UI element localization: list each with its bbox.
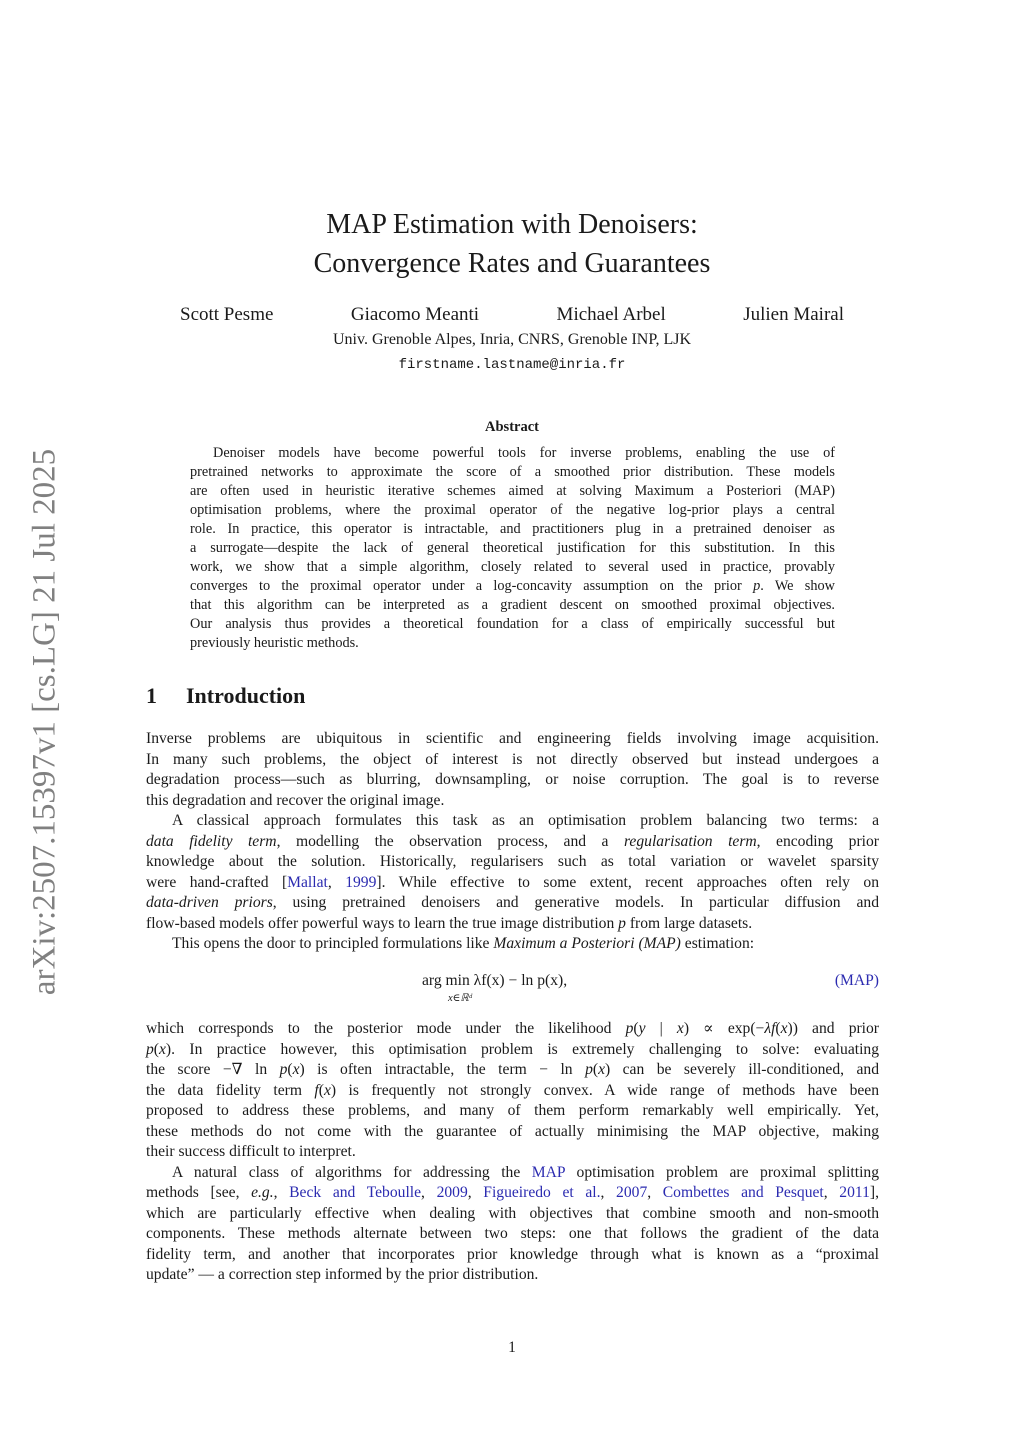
citation-link[interactable]: 2007 [616, 1184, 648, 1201]
text-run: , [467, 1184, 484, 1201]
italic-text: y [638, 1020, 646, 1037]
italic-text: x [780, 1020, 788, 1037]
text-run: which corresponds to the posterior mode under the likelihood [146, 1020, 626, 1037]
text-line [146, 1224, 879, 1245]
abstract-line [190, 501, 835, 520]
text-run: A natural class of algorithms for addressing the [172, 1163, 532, 1181]
text-run: ) is frequently not strongly convex. A wide range of methods have been [330, 1081, 879, 1099]
text-run: ) ∝ exp(− [683, 1020, 765, 1037]
text-run: , modelling the observation process, and a [276, 832, 624, 850]
text-line [146, 1019, 879, 1040]
italic-text: data-driven priors [146, 894, 273, 911]
section-title: Introduction [186, 683, 306, 708]
citation-link[interactable]: 1999 [345, 873, 377, 891]
citation-link[interactable]: 2009 [436, 1184, 468, 1201]
abstract-line [190, 482, 835, 501]
text-line [146, 852, 879, 873]
abstract-body [190, 444, 835, 653]
equation-expression: arg min λf(x) − ln p(x), [422, 972, 568, 989]
text-run: from large datasets. [625, 914, 753, 932]
abstract-line [190, 634, 835, 653]
abstract-line [190, 596, 835, 615]
text-run: the data fidelity term [146, 1081, 315, 1099]
intro-text-block-2 [146, 1019, 879, 1286]
text-line [146, 893, 879, 914]
text-run: which are particularly effective when dealing with objectives that combine smooth and non-smooth [146, 1204, 879, 1222]
author-list [150, 304, 874, 326]
text-line [146, 1183, 879, 1204]
text-run: fidelity term, and another that incorporates prior knowledge through what is known as a “proximal [146, 1245, 879, 1263]
italic-text: x [292, 1061, 300, 1078]
text-run: optimisation problems, where the proximal operator of the negative log-prior plays a central [190, 502, 835, 518]
text-run: ) can be severely ill-conditioned, and [604, 1061, 879, 1078]
text-line [146, 1040, 879, 1061]
citation-link[interactable]: MAP [531, 1163, 566, 1181]
text-line [146, 1142, 879, 1163]
text-run: are often used in heuristic iterative schemes aimed at solving Maximum a Posteriori (MAP) [190, 483, 835, 499]
text-run: . We show [760, 578, 835, 594]
author: Michael Arbel [556, 304, 666, 325]
italic-text: p [618, 914, 626, 932]
text-run: flow-based models offer powerful ways to learn the true image distribution [146, 914, 619, 932]
text-run: A classical approach formulates this task as an optimisation problem balancing two terms: a [172, 812, 879, 829]
text-run: role. In practice, this operator is intractable, and practitioners plug in a pretrained denoiser as [190, 521, 835, 537]
title-line: MAP Estimation with Denoisers: [326, 209, 698, 240]
text-run: ( [153, 1040, 159, 1058]
text-run: a surrogate—despite the lack of general theoretical justification for this substitution. In this [190, 540, 835, 556]
text-line [146, 770, 879, 791]
italic-text: data fidelity term [146, 832, 277, 850]
paper-title [0, 205, 1024, 283]
text-run: optimisation problem are proximal splitting [565, 1163, 879, 1181]
italic-text: p [585, 1061, 593, 1078]
author: Scott Pesme [180, 304, 274, 325]
text-run: | [645, 1020, 677, 1037]
citation-link[interactable]: Beck and Teboulle [289, 1184, 422, 1201]
text-line [146, 914, 879, 935]
text-line [146, 750, 879, 771]
italic-text: e.g. [251, 1184, 274, 1201]
abstract-line [190, 615, 835, 634]
text-run: This opens the door to principled formulations like [172, 935, 494, 952]
intro-text-block-1 [146, 729, 879, 955]
text-line [146, 1060, 879, 1081]
text-run: this degradation and recover the original image. [146, 791, 445, 809]
italic-text: p [146, 1040, 154, 1058]
italic-text: regularisation term [623, 832, 757, 850]
text-run: Inverse problems are ubiquitous in scientific and engineering fields involving image acquisition. [146, 730, 879, 747]
arxiv-identifier: arXiv:2507.15397v1 [cs.LG] 21 Jul 2025 [26, 448, 63, 996]
author: Giacomo Meanti [350, 304, 480, 325]
text-run: , [421, 1184, 437, 1201]
italic-text: x [598, 1061, 605, 1078]
text-line [146, 1163, 879, 1184]
citation-link[interactable]: Figueiredo et al. [483, 1184, 601, 1201]
text-line [146, 1265, 879, 1286]
text-run: ( [318, 1081, 324, 1099]
text-line [146, 1081, 879, 1102]
text-run: pretrained networks to approximate the score of a smoothed prior distribution. These models [190, 464, 835, 480]
text-line [146, 1101, 879, 1122]
text-run: components. These methods alternate between two steps: one that follows the gradient of the data [146, 1225, 879, 1242]
text-line [146, 791, 879, 812]
text-run: knowledge about the solution. Historically, regularisers such as total variation or wavelet sparsity [146, 853, 879, 870]
text-run: proposed to address these problems, and many of them perform remarkably well empirically. Yet, [146, 1102, 879, 1119]
text-run: the score −∇ ln [146, 1061, 280, 1078]
abstract-heading: Abstract [485, 419, 539, 435]
italic-text: p [753, 578, 761, 594]
text-run: , [327, 873, 346, 891]
title-line: Convergence Rates and Guarantees [313, 248, 711, 279]
author: Julien Mairal [743, 304, 844, 325]
text-run: previously heuristic methods. [190, 635, 359, 651]
citation-link[interactable]: 2011 [839, 1184, 870, 1201]
section-heading [146, 683, 305, 709]
italic-text: x [676, 1020, 684, 1037]
text-line [146, 1204, 879, 1225]
email: firstname.lastname@inria.fr [398, 357, 626, 373]
equation-subscript: x∈ℝᵈ [448, 993, 473, 1004]
text-run: these methods do not come with the guarantee of actually minimising the MAP objective, making [146, 1122, 879, 1140]
text-run: , [823, 1184, 840, 1201]
abstract-line [190, 520, 835, 539]
italic-text: p [625, 1020, 634, 1037]
text-run: In many such problems, the object of interest is not directly observed but instead undergoes a [146, 750, 879, 768]
text-line [146, 934, 879, 955]
text-run: were hand-crafted [ [146, 873, 288, 891]
text-run: work, we show that a simple algorithm, closely related to several used in practice, provably [190, 559, 835, 575]
text-run: ( [592, 1061, 599, 1078]
text-run: ) is often intractable, the term − ln [299, 1061, 586, 1078]
map-equation [146, 972, 879, 1012]
italic-text: f [314, 1081, 319, 1099]
text-run: , encoding prior [756, 832, 879, 850]
text-run: , [647, 1184, 663, 1201]
text-run: Our analysis thus provides a theoretical foundation for a class of empirically successful but [190, 616, 835, 632]
text-line [146, 873, 879, 894]
text-line [146, 1122, 879, 1143]
italic-text: p [279, 1061, 288, 1078]
text-run: that this algorithm can be interpreted as a gradient descent on smoothed proximal objectives. [190, 597, 835, 613]
italic-text: λf [764, 1020, 776, 1037]
text-run: ], [869, 1184, 879, 1201]
text-line [146, 1245, 879, 1266]
italic-text: x [323, 1081, 331, 1099]
citation-link[interactable]: Mallat [287, 873, 328, 891]
page-number: 1 [508, 1339, 516, 1356]
text-run: ). In practice however, this optimisation problem is extremely challenging to solve: evaluating [165, 1040, 879, 1058]
citation-link[interactable]: Combettes and Pesquet [662, 1184, 824, 1201]
text-run: ]. While effective to some extent, recent approaches often rely on [376, 873, 880, 891]
text-line [146, 832, 879, 853]
text-run: ( [775, 1020, 781, 1037]
italic-text: Maximum a Posteriori (MAP) [493, 935, 681, 952]
text-run: estimation: [680, 935, 755, 952]
affiliation: Univ. Grenoble Alpes, Inria, CNRS, Grenoble INP, LJK [332, 331, 692, 348]
text-line [146, 729, 879, 750]
text-run: ( [633, 1020, 639, 1037]
text-run: , [600, 1184, 617, 1201]
abstract-line [190, 558, 835, 577]
abstract-line [190, 463, 835, 482]
text-run: converges to the proximal operator under a log-concavity assumption on the prior [190, 578, 754, 594]
italic-text: x [159, 1040, 166, 1058]
abstract-line [190, 577, 835, 596]
abstract-line [190, 444, 835, 463]
abstract-line [190, 539, 835, 558]
section-number: 1 [146, 683, 157, 708]
text-run: their success difficult to interpret. [146, 1143, 356, 1160]
equation-tag-link[interactable]: (MAP) [834, 972, 879, 989]
text-run: methods [see, [146, 1184, 252, 1201]
text-run: update” — a correction step informed by the prior distribution. [146, 1266, 539, 1283]
text-run: ( [287, 1061, 293, 1078]
text-line [146, 811, 879, 832]
text-run: , using pretrained denoisers and generative models. In particular diffusion and [272, 894, 879, 911]
text-run: )) and prior [787, 1020, 880, 1037]
text-run: , [273, 1184, 290, 1201]
text-run: degradation process—such as blurring, downsampling, or noise corruption. The goal is to reverse [146, 771, 879, 788]
text-run: Denoiser models have become powerful tools for inverse problems, enabling the use of [213, 445, 835, 461]
